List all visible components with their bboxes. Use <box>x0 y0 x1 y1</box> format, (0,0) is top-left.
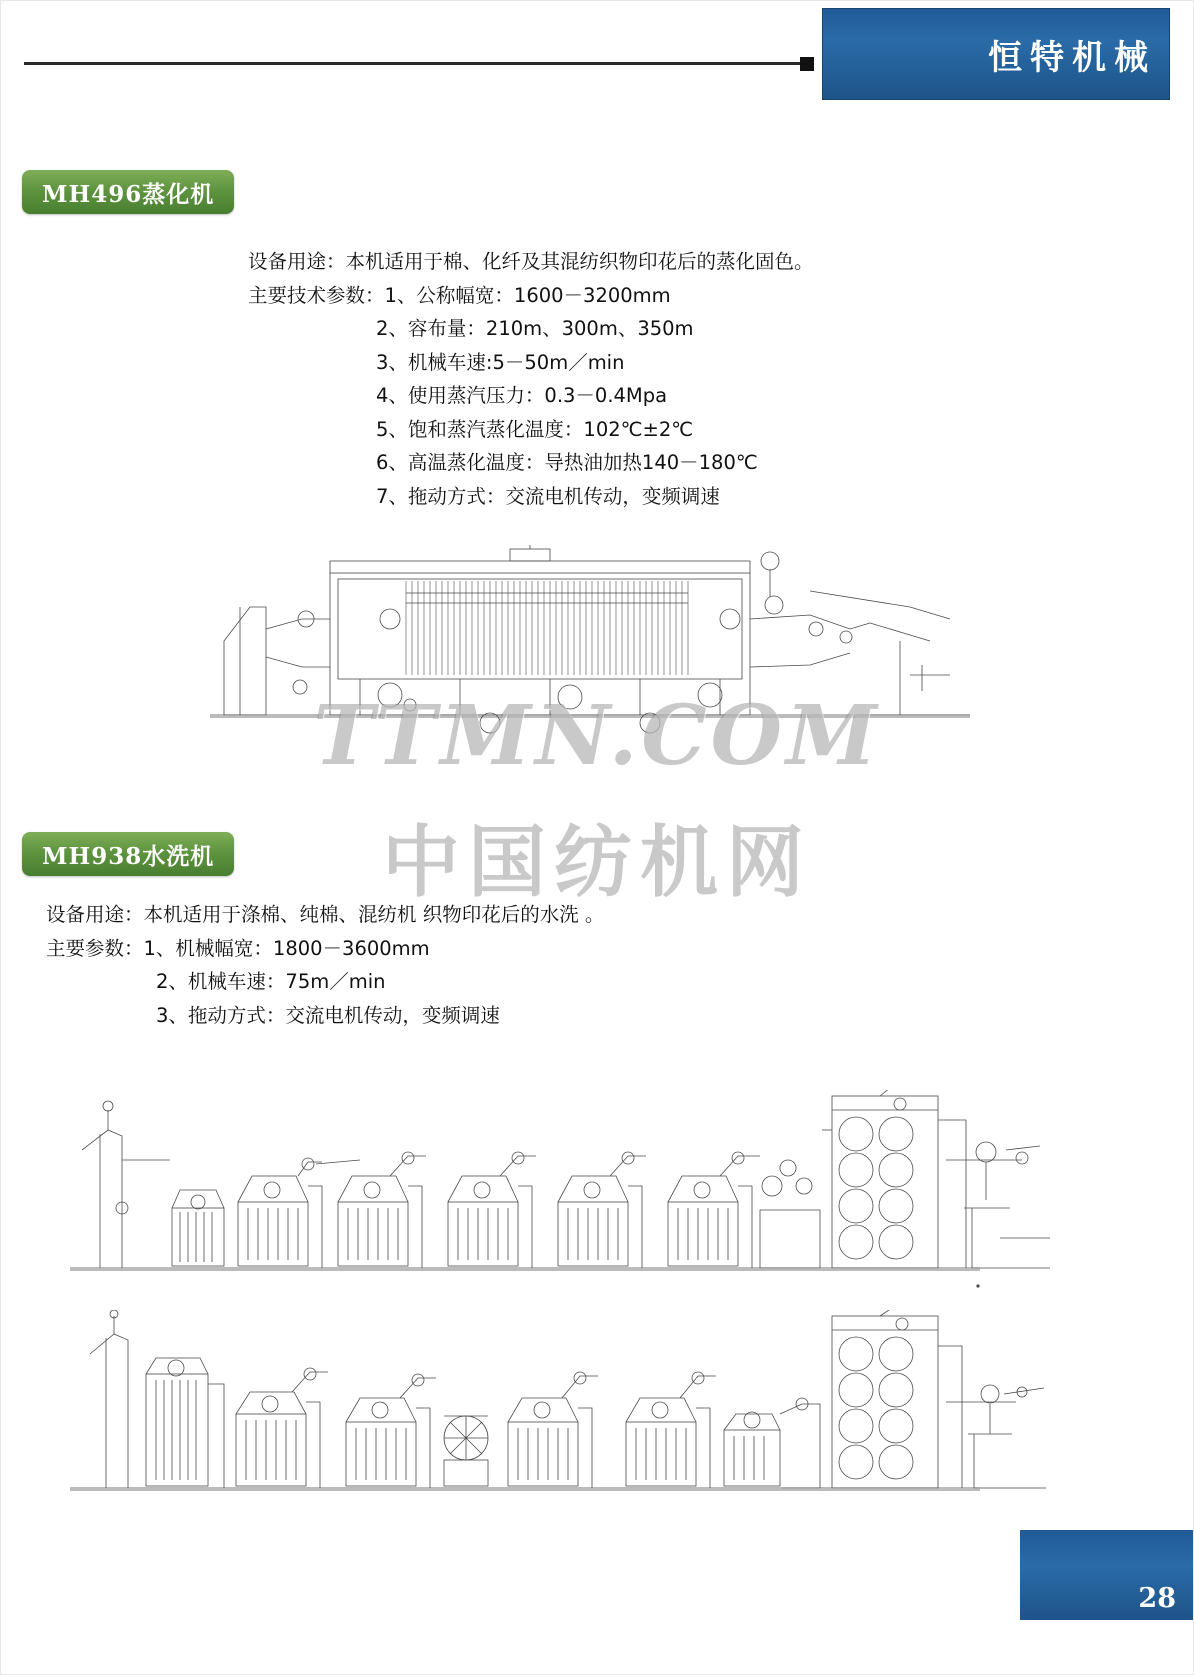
header-divider-rule <box>24 62 806 65</box>
spec-block-mh496 <box>248 252 814 520</box>
spec-param-row <box>248 319 814 339</box>
spec-usage-value: 本机适用于棉、化纤及其混纺织物印花后的蒸化固色。 <box>345 250 814 273</box>
spec-param-item: 2、机械车速：75m／min <box>156 970 386 993</box>
section-title-mh496-label: MH496蒸化机 <box>42 180 215 208</box>
spec-param-item: 6、高温蒸化温度：导热油加热140－180℃ <box>376 451 758 474</box>
spec-param-row <box>248 453 814 473</box>
watermark-chinese: 中国纺机网 <box>381 817 812 908</box>
spec-param-item: 3、拖动方式：交流电机传动，变频调速 <box>156 1003 500 1027</box>
spec-param-item: 1、公称幅宽：1600－3200mm <box>384 283 671 307</box>
spec-usage-row <box>248 252 814 272</box>
spec-param-row <box>46 1003 604 1027</box>
spec-param-row <box>46 972 604 992</box>
spec-params-row <box>248 283 814 307</box>
section-title-mh496 <box>22 170 234 214</box>
spec-params-label: 主要技术参数： <box>248 283 385 307</box>
spec-param-item: 5、饱和蒸汽蒸化温度：102℃±2℃ <box>376 417 694 441</box>
spec-param-item: 2、容布量：210m、300m、350m <box>376 317 694 340</box>
machine-drawing-mh938-lower <box>60 1310 1070 1510</box>
spec-param-row <box>248 484 814 508</box>
spec-param-item: 7、拖动方式：交流电机传动，变频调速 <box>376 484 720 508</box>
spec-usage-label: 设备用途： <box>248 250 346 273</box>
spec-usage-value: 本机适用于涤棉、纯棉、混纺机 织物印花后的水洗 。 <box>143 903 605 926</box>
page-number: 28 <box>1138 1583 1176 1614</box>
brand-badge <box>822 8 1170 100</box>
section-title-mh938 <box>22 832 234 876</box>
spec-param-row <box>248 417 814 441</box>
spec-usage-row <box>46 905 604 925</box>
header-square-marker <box>800 57 814 71</box>
spec-params-label: 主要参数： <box>46 936 144 960</box>
spec-param-row <box>248 386 814 406</box>
spec-param-row <box>248 350 814 374</box>
brand-name: 恒特机械 <box>988 38 1156 78</box>
page-header <box>0 0 1194 112</box>
footer-page-block <box>1020 1530 1194 1620</box>
spec-params-row <box>46 936 604 960</box>
machine-drawing-mh938-upper <box>60 1090 1070 1290</box>
spec-block-mh938 <box>46 905 604 1039</box>
spec-param-item: 3、机械车速:5－50m／min <box>376 350 625 374</box>
machine-drawing-mh496 <box>210 545 970 785</box>
watermark-latin: TTMN.COM <box>313 688 881 784</box>
spec-usage-label: 设备用途： <box>46 903 144 926</box>
spec-param-item: 1、机械幅宽：1800－3600mm <box>143 936 430 960</box>
section-title-mh938-label: MH938水洗机 <box>42 842 215 870</box>
spec-param-item: 4、使用蒸汽压力：0.3－0.4Mpa <box>376 384 668 407</box>
